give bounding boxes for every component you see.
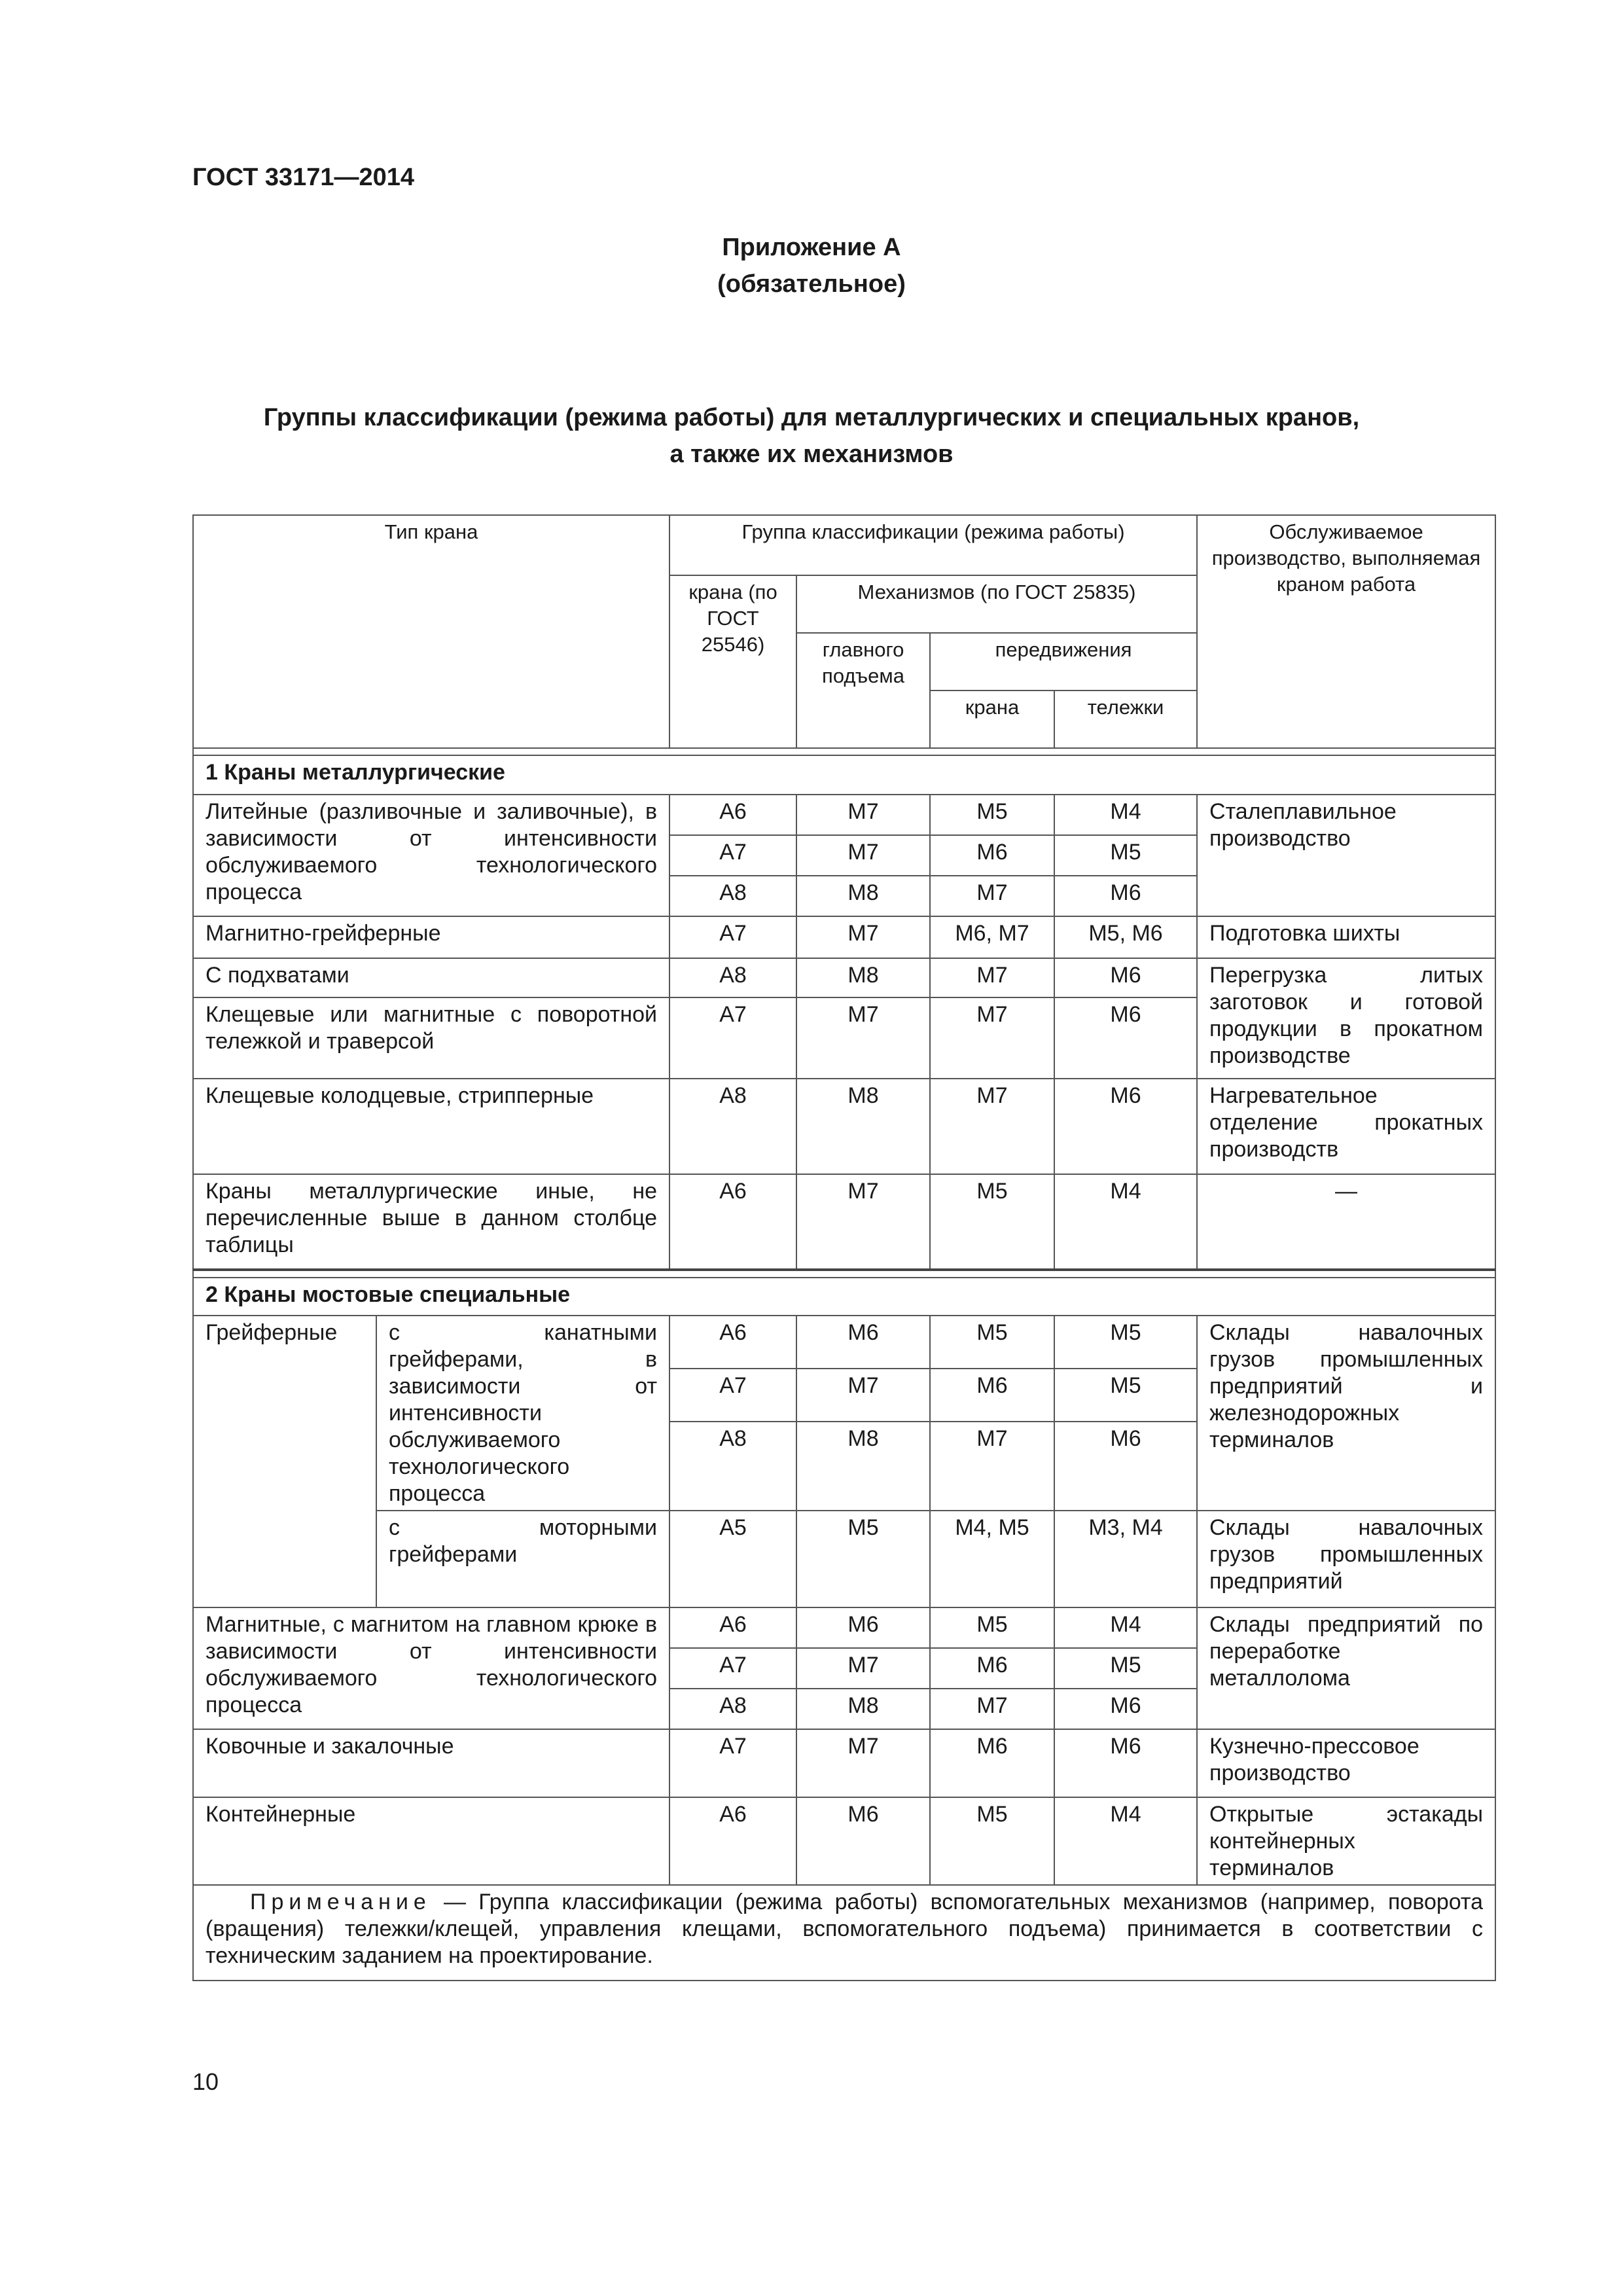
section-gap	[193, 1270, 1495, 1278]
crane-subtype-cell: с канатными грейферами, в зависимости от интенсивности обслуживаемого технологического процесса	[376, 1316, 669, 1511]
value-cell: М6	[930, 1729, 1054, 1797]
value-cell: М7	[796, 916, 930, 958]
table-row	[193, 1729, 1495, 1797]
value-cell: М5	[1054, 1369, 1197, 1422]
service-cell: Кузнечно-прессовое производство	[1197, 1729, 1495, 1797]
value-cell: М8	[796, 1079, 930, 1174]
value-cell: М6	[930, 835, 1054, 876]
value-cell: М6	[1054, 997, 1197, 1079]
crane-type-cell: Грейферные	[193, 1316, 376, 1607]
section-1-row	[193, 755, 1495, 795]
value-cell: М6	[1054, 1422, 1197, 1511]
crane-type-cell: Контейнерные	[193, 1797, 669, 1885]
service-cell: Перегрузка литых заготовок и готовой продукции в прокатном производстве	[1197, 958, 1495, 1079]
table-title	[0, 399, 1623, 473]
header-gap	[193, 748, 1495, 755]
value-cell: М7	[930, 1422, 1054, 1511]
value-cell: М6	[1054, 958, 1197, 997]
crane-type-cell: Литейные (разливочные и заливочные), в зависимости от интенсивности обслуживаемого технологического процесса	[193, 795, 669, 916]
table-row	[193, 958, 1495, 997]
value-cell: А8	[669, 1079, 796, 1174]
table-row	[193, 1511, 1495, 1607]
value-cell: М6	[1054, 876, 1197, 916]
value-cell: М8	[796, 958, 930, 997]
classification-table	[192, 514, 1496, 1981]
appendix-label: Приложение А	[722, 234, 901, 261]
service-cell: Сталеплавильное производство	[1197, 795, 1495, 916]
crane-type-cell: С подхватами	[193, 958, 669, 997]
value-cell: М5	[930, 1797, 1054, 1885]
service-cell: Нагревательное отделение прокатных производств	[1197, 1079, 1495, 1174]
table-row	[193, 1174, 1495, 1270]
value-cell: М7	[930, 958, 1054, 997]
value-cell: М4	[1054, 795, 1197, 835]
header-row-1	[193, 515, 1495, 575]
value-cell: А8	[669, 1689, 796, 1729]
header-travel: передвижения	[930, 633, 1197, 691]
service-cell: —	[1197, 1174, 1495, 1270]
value-cell: М4, М5	[930, 1511, 1054, 1607]
value-cell: М7	[796, 1174, 930, 1270]
value-cell: А5	[669, 1511, 796, 1607]
table-row	[193, 1316, 1495, 1369]
value-cell: М6, М7	[930, 916, 1054, 958]
service-cell: Склады предприятий по переработке металлолома	[1197, 1607, 1495, 1729]
value-cell: М7	[930, 1079, 1054, 1174]
header-main-hoist: главного подъема	[796, 633, 930, 748]
header-trolley-travel: тележки	[1054, 691, 1197, 748]
value-cell: М7	[796, 1648, 930, 1689]
value-cell: М7	[796, 795, 930, 835]
table-row	[193, 1607, 1495, 1648]
value-cell: А6	[669, 1797, 796, 1885]
header-service: Обслуживаемое производство, выполняемая краном работа	[1197, 515, 1495, 748]
service-cell: Открытые эстакады контейнерных терминалов	[1197, 1797, 1495, 1885]
table-title-line-2: а также их механизмов	[669, 440, 954, 468]
value-cell: А8	[669, 958, 796, 997]
value-cell: М7	[930, 1689, 1054, 1729]
value-cell: А8	[669, 876, 796, 916]
value-cell: А6	[669, 1607, 796, 1648]
crane-type-cell: Краны металлургические иные, не перечисленные выше в данном столбце таблицы	[193, 1174, 669, 1270]
value-cell: М5	[1054, 1648, 1197, 1689]
section-1-heading: 1 Краны металлургические	[193, 755, 1495, 795]
section-2-heading: 2 Краны мостовые специальные	[193, 1278, 1495, 1316]
crane-type-cell: Магнитные, с магнитом на главном крюке в зависимости от интенсивности обслуживаемого технологического процесса	[193, 1607, 669, 1729]
value-cell: М4	[1054, 1797, 1197, 1885]
table-row	[193, 1797, 1495, 1885]
table-row	[193, 795, 1495, 835]
crane-type-cell: Ковочные и закалочные	[193, 1729, 669, 1797]
header-mechanisms: Механизмов (по ГОСТ 25835)	[796, 575, 1197, 633]
value-cell: М7	[930, 876, 1054, 916]
value-cell: М6	[796, 1797, 930, 1885]
header-crane-type: Тип крана	[193, 515, 669, 748]
value-cell: А7	[669, 1369, 796, 1422]
value-cell: М6	[1054, 1729, 1197, 1797]
value-cell: М5	[1054, 835, 1197, 876]
table-title-line-1: Группы классификации (режима работы) для металлургических и специальных кранов,	[263, 404, 1360, 431]
value-cell: М6	[930, 1648, 1054, 1689]
value-cell: М4	[1054, 1607, 1197, 1648]
table-row	[193, 916, 1495, 958]
value-cell: А7	[669, 997, 796, 1079]
service-cell: Склады навалочных грузов промышленных предприятий	[1197, 1511, 1495, 1607]
value-cell: М8	[796, 1422, 930, 1511]
value-cell: М5	[796, 1511, 930, 1607]
value-cell: М6	[930, 1369, 1054, 1422]
value-cell: М7	[796, 835, 930, 876]
service-cell: Подготовка шихты	[1197, 916, 1495, 958]
value-cell: М6	[1054, 1689, 1197, 1729]
value-cell: А7	[669, 835, 796, 876]
value-cell: М5	[1054, 1316, 1197, 1369]
value-cell: А7	[669, 1729, 796, 1797]
value-cell: М7	[796, 1369, 930, 1422]
value-cell: М6	[796, 1316, 930, 1369]
value-cell: М6	[1054, 1079, 1197, 1174]
value-cell: М5	[930, 1174, 1054, 1270]
value-cell: М5	[930, 1607, 1054, 1648]
page-number: 10	[192, 2068, 219, 2095]
crane-type-cell: Клещевые колодцевые, стрипперные	[193, 1079, 669, 1174]
value-cell: М5	[930, 795, 1054, 835]
value-cell: М8	[796, 876, 930, 916]
table-note	[193, 1885, 1495, 1981]
value-cell: М5	[930, 1316, 1054, 1369]
header-crane-travel: крана	[930, 691, 1054, 748]
value-cell: А7	[669, 916, 796, 958]
crane-subtype-cell: с моторными грейферами	[376, 1511, 669, 1607]
crane-type-cell: Клещевые или магнитные с поворотной тележкой и траверсой	[193, 997, 669, 1079]
table-row	[193, 1079, 1495, 1174]
value-cell: М7	[930, 997, 1054, 1079]
value-cell: А6	[669, 1174, 796, 1270]
appendix-heading	[0, 229, 1623, 302]
header-crane-class: крана (по ГОСТ 25546)	[669, 575, 796, 748]
appendix-status: (обязательное)	[717, 270, 906, 298]
document-code: ГОСТ 33171—2014	[192, 164, 415, 191]
header-class-group: Группа классификации (режима работы)	[669, 515, 1197, 575]
note-row	[193, 1885, 1495, 1981]
value-cell: М3, М4	[1054, 1511, 1197, 1607]
gap-cell	[193, 1270, 1495, 1278]
note-text: — Группа классификации (режима работы) вспомогательных механизмов (например, поворота (вращения) тележки/клещей, управления клещами, вспомогательного подъема) принимается в соответствии с техническим заданием на проектирование.	[205, 1890, 1484, 1968]
value-cell: М7	[796, 997, 930, 1079]
value-cell: М8	[796, 1689, 930, 1729]
value-cell: М4	[1054, 1174, 1197, 1270]
value-cell: А8	[669, 1422, 796, 1511]
value-cell: А6	[669, 1316, 796, 1369]
note-label: Примечание	[250, 1890, 431, 1914]
value-cell: М7	[796, 1729, 930, 1797]
value-cell: А7	[669, 1648, 796, 1689]
gap-cell	[193, 748, 1495, 755]
crane-type-cell: Магнитно-грейферные	[193, 916, 669, 958]
service-cell: Склады навалочных грузов промышленных предприятий и железнодорожных терминалов	[1197, 1316, 1495, 1511]
value-cell: М6	[796, 1607, 930, 1648]
value-cell: М5, М6	[1054, 916, 1197, 958]
section-2-row	[193, 1278, 1495, 1316]
value-cell: А6	[669, 795, 796, 835]
